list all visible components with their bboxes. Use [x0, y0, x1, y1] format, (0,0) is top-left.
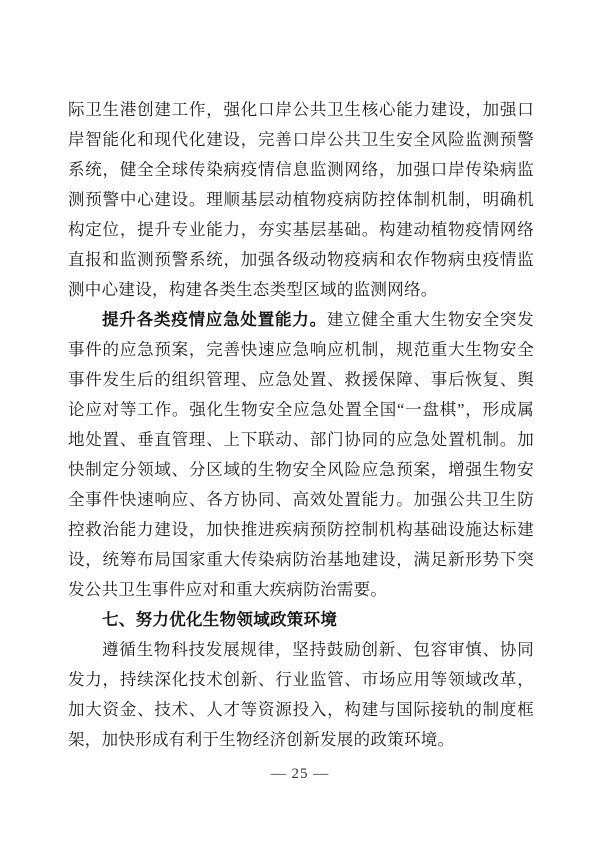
section-heading: 七、努力优化生物领域政策环境 [102, 611, 338, 629]
paragraph-continuation: 际卫生港创建工作，强化口岸公共卫生核心能力建设，加强口岸智能化和现代化建设，完善口岸公共卫生安全风险监测预警系统，健全全球传染病疫情信息监测网络，加强口岸传染病监测预警中心建设。理顺基层动植物疫病防控体制机制，明确机构定位，提升专业能力，夯实基层基础。构建动植物疫情网络直报和监测预警系统，加强各级动物疫病和农作物病虫疫情监测中心建设，构建各类生态类型区域的监测网络。 [68, 100, 534, 299]
paragraph: 遵循生物科技发展规律，坚持鼓励创新、包容审慎、协同发力，持续深化技术创新、行业监管、市场应用等领域改革，加大资金、技术、人才等资源投入，构建与国际接轨的制度框架，加快形成有利于生物经济创新发展的政策环境。 [68, 640, 534, 749]
paragraph [68, 305, 534, 605]
page-number: — 25 — [270, 766, 330, 782]
paragraph-text: 建立健全重大生物安全突发事件的应急预案，完善快速应急响应机制，规范重大生物安全事件发生后的组织管理、应急处置、救援保障、事后恢复、舆论应对等工作。强化生物安全应急处置全国“一盘棋”，形成属地处置、垂直管理、上下联动、部门协同的应急处置机制。加快制定分领域、分区域的生物安全风险应急预案，增强生物安全事件快速响应、各方协同、高效处置能力。加强公共卫生防控救治能力建设，加快推进疾病预防控制机构基础设施达标建设，统筹布局国家重大传染病防治基地建设，满足新形势下突发公共卫生事件应对和重大疾病防治需要。 [68, 310, 534, 599]
page-content [68, 95, 534, 755]
paragraph-lead: 提升各类疫情应急处置能力。 [102, 311, 327, 329]
